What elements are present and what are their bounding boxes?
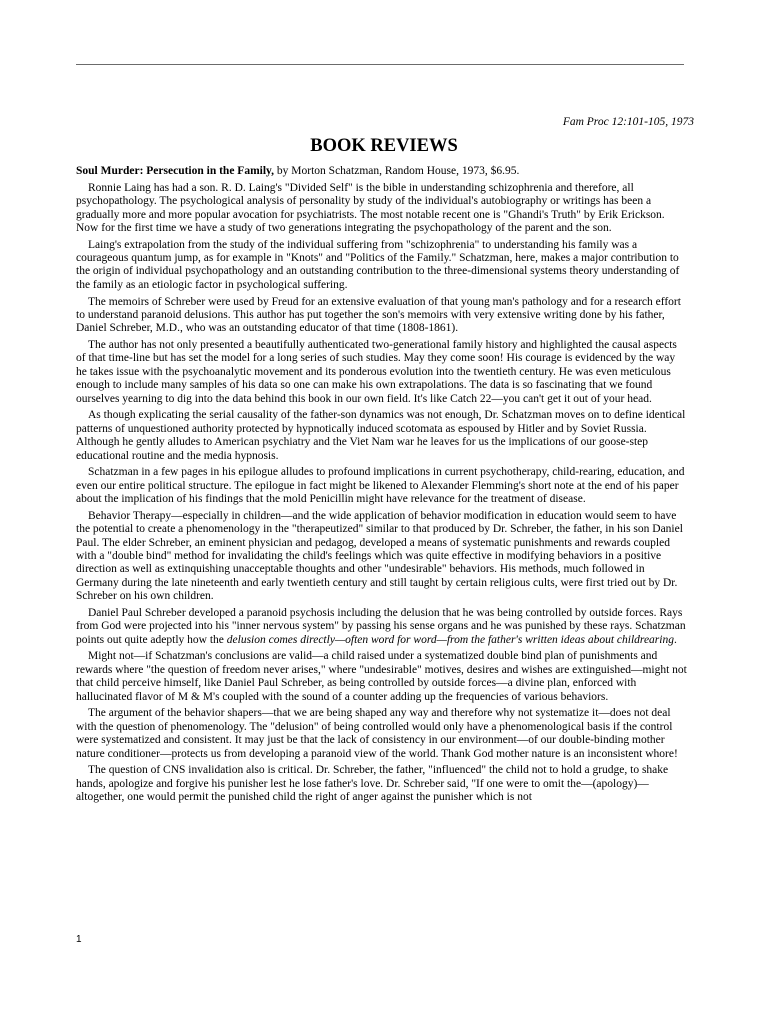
book-title: Soul Murder: Persecution in the Family, bbox=[76, 165, 275, 177]
paragraph-7: Behavior Therapy—especially in children—and the wide application of behavior modification in education would seem to have the potential to create a phenomenology in the "therapeutized" similar to that produced by Dr. Schreber, the father, in his son Daniel Paul. The elder Schreber, an eminent physician and pedagog, developed a means of systematic punishments and rewards coupled with a "double bind" method for invalidating the child's feelings which was quite effective in modifying behaviors in a positive direction as well as extinquishing unacceptable thoughts and other "undesirable" behaviors. His methods, much followed in Germany during the late nineteenth and early twentieth century and still taught by certain religious cults, were first tried out by Dr. Schreber on his own children. bbox=[76, 509, 683, 603]
paragraph-1: Ronnie Laing has had a son. R. D. Laing's "Divided Self" is the bible in understanding schizophrenia and therefore, all psychopathology. The psychological analysis of personality by study of the individual's autobiography or writings has been a gradually more and more popular avocation for psychiatrists. The most notable recent one is "Ghandi's Truth" by Erik Erickson. Now for the first time we have a study of two generations integrating the psychopathology of the parent and the son. bbox=[76, 181, 665, 234]
paragraph-11: The question of CNS invalidation also is critical. Dr. Schreber, the father, "influenced" the child not to hold a grudge, to shake hands, apologize and forgive his punisher lest he lose father's love. Dr. Schreber said, "If one were to omit the—(apology)—altogether, one would permit the punished child the right of anger against the punisher which is not bbox=[76, 764, 669, 804]
page-number: 1 bbox=[76, 934, 82, 945]
paragraph-6: Schatzman in a few pages in his epilogue alludes to profound implications in current psychotherapy, child-rearing, education, and even our entire political structure. The epilogue in fact might be likened to Alexander Flemming's short note at the end of his paper about the implication of his findings that the mold Penicillin might have relevance for the treatment of disease. bbox=[76, 466, 685, 506]
top-divider bbox=[76, 64, 684, 65]
review-heading bbox=[76, 165, 688, 178]
journal-citation: Fam Proc 12:101-105, 1973 bbox=[562, 116, 694, 128]
page-title: BOOK REVIEWS bbox=[310, 136, 458, 156]
paragraph-2: Laing's extrapolation from the study of the individual suffering from "schizophrenia" to understanding his family was a courageous quantum jump, as for example in "Knots" and "Politics of the Family." Schatzman, here, makes a major contribution to the origin of individual psychopathology and an outstanding contribution to the three-dimensional systems theory understanding of the family as an etiologic factor in psychological suffering. bbox=[76, 238, 680, 291]
paragraph-5: As though explicating the serial causality of the father-son dynamics was not enough, Dr. Schatzman moves on to define identical patterns of unquestioned authority protected by hypnotically induced scotomata as espoused by Hitler and by Soviet Russia. Although he gently alludes to American psychiatry and the Viet Nam war he leaves for us the implications of our goose-step educational routine and the media hypnosis. bbox=[76, 409, 686, 462]
book-info: by Morton Schatzman, Random House, 1973, $6.95. bbox=[274, 165, 520, 177]
paragraph-9: Might not—if Schatzman's conclusions are valid—a child raised under a systematized double bind plan of punishments and rewards where "the question of freedom never arises," where "undesirable" motives, desires and wishes are extinguished—might not that child perceive himself, like Daniel Paul Schreber, as being controlled by outside forces—a divine plan, enforced with hallucinated flavor of M & M's coupled with the sound of a counter adding up the frequencies of various behaviors. bbox=[76, 650, 687, 703]
paragraph-8-text: Daniel Paul Schreber developed a paranoid psychosis including the delusion that he was being controlled by outside forces. Rays from God were projected into his "inner nervous system" by passing his sense organs and he was punished by these rays. Schatzman points out quite adeptly how the bbox=[76, 606, 686, 646]
paragraph-10: The argument of the behavior shapers—that we are being shaped any way and therefore why not systematize it—does not deal with the question of phenomenology. The "delusion" of being controlled would only have a phenomenological basis if the control were systematized and consistent. It may just be that the lack of consistency in our environment—of our double-binding mother nature conditioner—protects us from developing a paranoid view of the world. Thank God mother nature is an inconsistent whore! bbox=[76, 707, 678, 760]
paragraph-8-emphasis: delusion comes directly—often word for word—from the father's written ideas about childrearing bbox=[226, 633, 674, 646]
paragraph-4: The author has not only presented a beautifully authenticated two-generational family history and highlighted the causal aspects of that time-line but has set the model for a long series of such studies. May they come soon! His courage is evidenced by the way he takes issue with the psychoanalytic movement and its ponderous evolution into the twentieth century. He was even meticulous enough to include many samples of his data so one can make his own extrapolations. The data is so fascinating that we found ourselves yearning to dig into the data behind this book in our own field. It's like Catch 22—you can't get it out of your head. bbox=[76, 339, 677, 405]
paragraph-3: The memoirs of Schreber were used by Freud for an extensive evaluation of that young man's pathology and for a research effort to understand paranoid delusions. This author has put together the son's memoirs with very extensive writing done by his father, Daniel Schreber, M.D., who was an outstanding educator of that time (1808-1861). bbox=[76, 295, 681, 335]
paragraph-8 bbox=[76, 607, 688, 647]
paragraph-8-end: . bbox=[673, 633, 677, 646]
review-body bbox=[76, 165, 688, 805]
